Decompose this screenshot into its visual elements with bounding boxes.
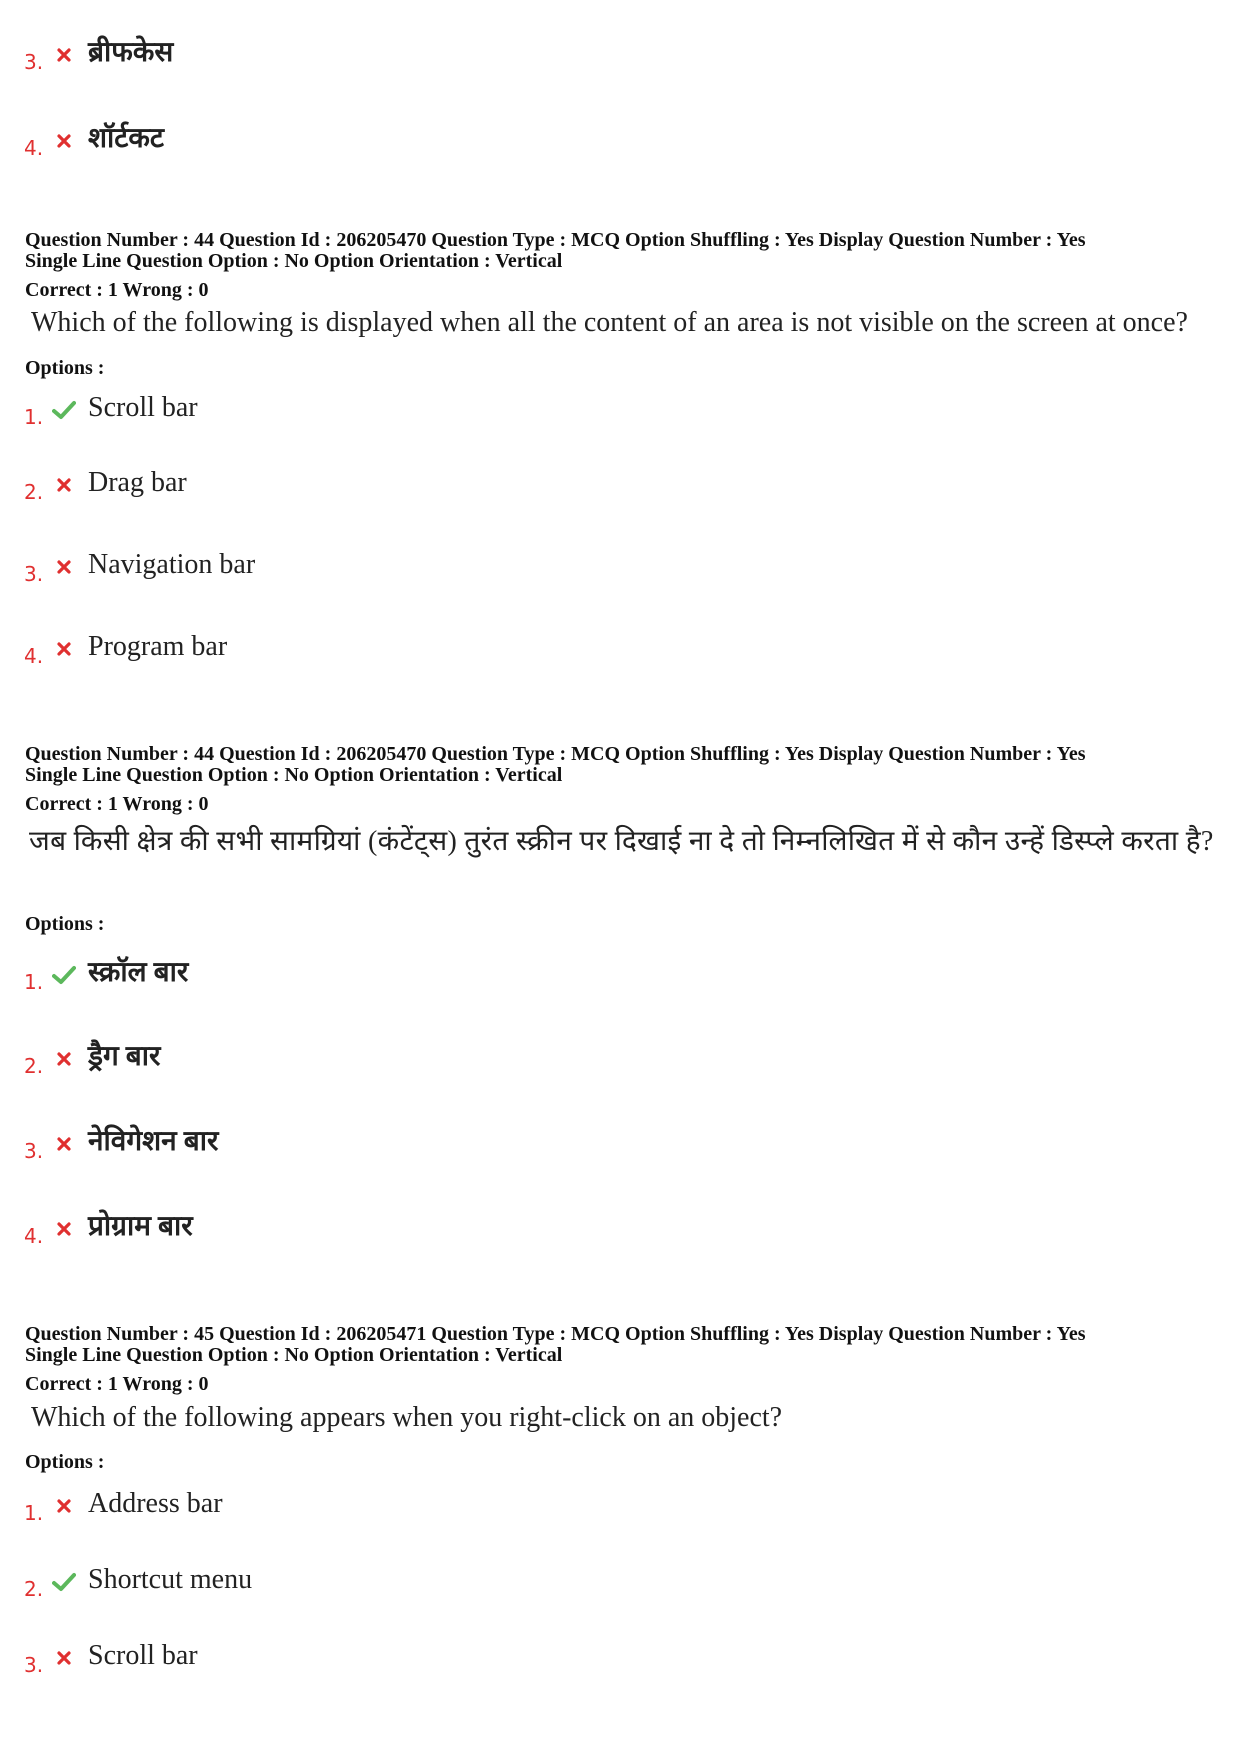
wrong-icon [50, 126, 78, 156]
wrong-icon [50, 1129, 78, 1159]
option-text: Drag bar [88, 467, 187, 498]
question-score: Correct : 1 Wrong : 0 [25, 279, 209, 301]
option-text: Program bar [88, 631, 228, 662]
question-meta-line1: Question Number : 45 Question Id : 206205471 Question Type : MCQ Option Shuffling : Yes Display Question Number : Yes [25, 1323, 1086, 1345]
option-item [24, 946, 189, 994]
option-text: Scroll bar [88, 1640, 198, 1671]
option-item [24, 1629, 198, 1677]
option-text: Shortcut menu [88, 1564, 253, 1595]
option-number: 2. [24, 1054, 44, 1078]
option-text: प्रोग्राम बार [88, 1211, 193, 1242]
question-meta-line2: Single Line Question Option : No Option Orientation : Vertical [25, 250, 563, 272]
option-text: स्क्रॉल बार [88, 957, 189, 988]
question-meta-line1: Question Number : 44 Question Id : 206205470 Question Type : MCQ Option Shuffling : Yes Display Question Number : Yes [25, 229, 1086, 251]
option-number: 1. [24, 970, 44, 994]
option-number: 2. [24, 1577, 44, 1601]
wrong-icon [50, 1214, 78, 1244]
option-text: Scroll bar [88, 392, 198, 423]
question-text: Which of the following appears when you right-click on an object? [31, 1402, 783, 1433]
question-meta-line2: Single Line Question Option : No Option Orientation : Vertical [25, 1344, 563, 1366]
question-score: Correct : 1 Wrong : 0 [25, 793, 209, 815]
option-number: 3. [24, 50, 44, 74]
option-number: 4. [24, 136, 44, 160]
option-text: ब्रीफकेस [88, 37, 174, 68]
option-item [24, 112, 165, 160]
wrong-icon [50, 40, 78, 70]
option-text: Address bar [88, 1488, 223, 1519]
question-meta-line1: Question Number : 44 Question Id : 206205470 Question Type : MCQ Option Shuffling : Yes Display Question Number : Yes [25, 743, 1086, 765]
check-icon [50, 395, 78, 425]
question-meta-line2: Single Line Question Option : No Option Orientation : Vertical [25, 764, 563, 786]
option-item [24, 620, 228, 668]
option-number: 4. [24, 1224, 44, 1248]
option-text: Navigation bar [88, 549, 256, 580]
option-text: ड्रैग बार [88, 1041, 161, 1072]
option-text: शॉर्टकट [88, 123, 165, 154]
option-number: 1. [24, 1501, 44, 1525]
option-text: नेविगेशन बार [88, 1126, 219, 1157]
options-label: Options : [25, 1451, 105, 1473]
option-number: 3. [24, 1653, 44, 1677]
option-number: 2. [24, 480, 44, 504]
wrong-icon [50, 634, 78, 664]
option-item [24, 1115, 219, 1163]
question-text: जब किसी क्षेत्र की सभी सामग्रियां (कंटेंट्स) तुरंत स्क्रीन पर दिखाई ना दे तो निम्नलिखित में से कौन उन्हें डिस्प्ले करता है? [29, 826, 1214, 857]
option-number: 3. [24, 1139, 44, 1163]
wrong-icon [50, 1491, 78, 1521]
option-item [24, 381, 198, 429]
option-item [24, 456, 187, 504]
option-item [24, 1553, 253, 1601]
option-item [24, 538, 256, 586]
option-item [24, 1030, 161, 1078]
options-label: Options : [25, 913, 105, 935]
options-label: Options : [25, 357, 105, 379]
option-item [24, 1477, 223, 1525]
check-icon [50, 1567, 78, 1597]
option-item [24, 26, 174, 74]
wrong-icon [50, 552, 78, 582]
question-score: Correct : 1 Wrong : 0 [25, 1373, 209, 1395]
wrong-icon [50, 1643, 78, 1673]
wrong-icon [50, 470, 78, 500]
option-number: 3. [24, 562, 44, 586]
question-text: Which of the following is displayed when all the content of an area is not visible on the screen at once? [31, 307, 1188, 338]
option-number: 1. [24, 405, 44, 429]
option-number: 4. [24, 644, 44, 668]
wrong-icon [50, 1044, 78, 1074]
check-icon [50, 960, 78, 990]
option-item [24, 1200, 193, 1248]
